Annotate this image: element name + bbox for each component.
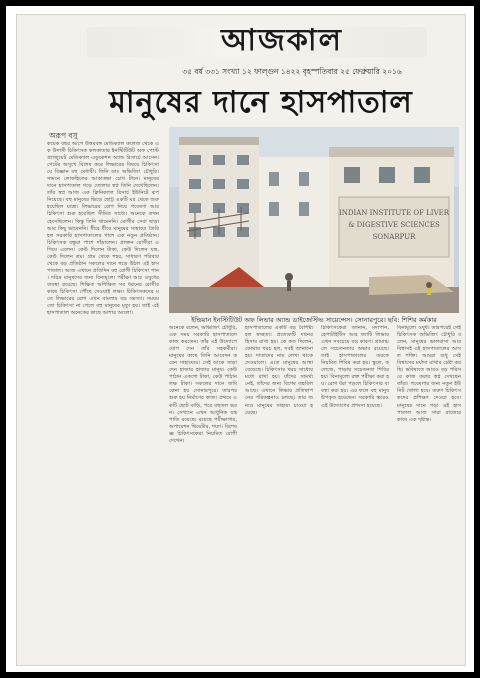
issue-line: ৩৫ বর্ষ ৩৩১ সংখ্যা ১২ ফাল্গুন ১৪২২ বৃহস্পতিবার ২৫ ফেব্রুয়ারি ২০১৬ bbox=[182, 67, 402, 76]
article-column-5: বিনামূল্যে ওষুধ। তারপরেই সেই চিকিৎসক অভিজিৎ চৌধুরি বলেন, মানুষের ভালবাসা আর বিশ্বাসই এই হাসপাতালের আসল শক্তি। আমরা শুধু সেই বিশ্বাসের মর্যাদা রাখার চেষ্টা করছি। ভবিষ্যতে আরও বড় পরিসরে কাজ করার স্বপ্ন দেখছেন তাঁরা। গবেষণার জন্য নতুন ইউনিট খোলা হবে। তরুণ চিকিৎসকদের প্রশিক্ষণ দেওয়া হবে। মানুষের দানে গড়া এই হাসপাতাল আজ সারা রাজ্যের কাছে এক দৃষ্টান্ত। bbox=[397, 325, 461, 423]
article-column-2: অনেকে বলেন, অভিজিৎ চৌধুরি, এক সময় সরকারি হাসপাতালে কাজ করতেন। তাঁর এই উদ্যোগে যোগ দেন তাঁর সহকর্মীরা। মানুষের কাছে তিনি আবেদন করেন সাহায্যের। সেই ডাকে সাড়া দেন হাজার হাজার মানুষ। কেউ পাঠান একশো টাকা, কেউ পাঠান লক্ষ টাকা। সকলের দানে জমি কেনা হয় সোনারপুরে। তারপর শুরু হয় নির্মাণের কাজ। প্রথমে একটি ছোট বাড়ি, পরে বহুতল ভবন। সেখানে এখন আধুনিক যন্ত্রপাতি রয়েছে। রয়েছে পরীক্ষাগার, অপারেশন থিয়েটার, শয্যা। বিশেষজ্ঞ চিকিৎসকেরা নিয়মিত রোগী দেখেন। bbox=[169, 325, 237, 444]
hospital-photo bbox=[169, 127, 459, 313]
building-sign-line2: & DIGESTIVE SCIENCES bbox=[348, 221, 440, 229]
article-column-3: হাসপাতালের একটি বড় বৈশিষ্ট্য হল স্বচ্ছতা। প্রত্যেকটি দানের হিসাব রাখা হয়। কে কত দিলেন, কোথায় খরচ হল, সবই জানানো হয়। দাতাদের নাম লেখা থাকে দেওয়ালে। এতে মানুষের আস্থা বেড়েছে। চিকিৎসার খরচ সাধ্যের মধ্যে রাখা হয়। যাঁদের সামর্থ্য নেই, তাঁদের জন্য বিশেষ তহবিল আছে। এখানে লিভার প্রতিস্থাপনের পরিকল্পনাও চলছে। তার জন্যও মানুষের সাহায্য চাওয়া হয়েছে। bbox=[245, 325, 313, 416]
article-column-1: কয়েক বছর আগে উত্তরবঙ্গ মেডিক্যাল কলেজ থেকে এক উদাসী চিকিৎসক কলকাতার ইনস্টিটিউট অফ পোস্ট গ্র্যাজুয়েট মেডিক্যাল এডুকেশন অ্যান্ড রিসার্চে আসেন। পেটের অসুখে বিশেষ করে লিভারের বিষয়ে চিকিৎসা যে বিজ্ঞান বহু মেধাবী। তিনি ডাঃ অভিজিৎ চৌধুরি। সামনে লোকহিতের আকাঙ্ক্ষা চোখ টানে। মানুষের দানে হাসপাতাল গড়ে তোলার স্বপ্ন তিনি দেখেছিলেন। তাঁর স্বপ্ন আজ এক ক্লিনিক্যাল রিসার্চ ইউনিটে রূপ নিয়েছে। বহু মানুষের ভিড়ে ছোট্ট একটি ঘর থেকে শুরু হয়েছিল যাত্রা। লিভারের রোগ নিয়ে গবেষণা আর চিকিৎসা শুরু হয়েছিল সীমিত সাধ্যে। অনেকে তখন হেসেছিলেন। কিন্তু তিনি থামেননি। রোগীর সেবা ছাড়া আর কিছু ভাবেননি। ধীরে ধীরে মানুষের সাহায্যে তৈরি হল সরকারি হাসপাতালের পাশে এক নতুন প্রতিষ্ঠান। চিকিৎসক বন্ধুরা পাশে দাঁড়ালেন। প্রাক্তন রোগীরা এগিয়ে এলেন। কেউ দিলেন টাকা, কেউ দিলেন যন্ত্র, কেউ দিলেন শ্রম। গ্রাম থেকে শহর, সাধারণ পরিবার থেকে বড় প্রতিষ্ঠান সকলের দানে গড়ে উঠল এই হাসপাতাল। আজ এখানে প্রতিদিন বহু রোগী চিকিৎসা পান। দরিদ্র মানুষদের জন্য বিনামূল্যে পরীক্ষা আর ওষুধের ব্যবস্থা রয়েছে। শিক্ষিত অশিক্ষিত সব ধরনের রোগীর কাছে চিকিৎসা পৌঁছে দেওয়াই লক্ষ্য। চিকিৎসকদের মতে লিভারের রোগ এখন বাংলায় বড় সমস্যা। সময়মতো চিকিৎসা না পেলে বহু মানুষের মৃত্যু হয়। তাই এই হাসপাতাল অনেকের কাছে আশার আলো। bbox=[47, 141, 159, 317]
building-sign-line1: INDIAN INSTITUTE OF LIVER bbox=[338, 209, 450, 217]
byline: অরূপ বসু bbox=[49, 131, 78, 140]
newspaper-masthead: আজকাল bbox=[221, 23, 343, 58]
article-column-4: চিকিৎসকেরা জানান, মদ্যপান, হেপাটাইটিস আর ফ্যাটি লিভার এখন সবচেয়ে বড় কারণ। গ্রামাঞ্চলে সচেতনতার অভাব রয়েছে। তাই হাসপাতালের তরফে নিয়মিত শিবির করা হয়। স্কুলে, কলেজে, পাড়ায় সচেতনতা শিবির হয়। বিনামূল্যে রক্ত পরীক্ষা করা হয়। রোগ ধরা পড়লে চিকিৎসার ব্যবস্থা করা হয়। এর ফলে বহু মানুষ উপকৃত হয়েছেন। সরকারি স্তরেও এই উদ্যোগের প্রশংসা হয়েছে। bbox=[321, 325, 389, 409]
building-sign-line3: SONARPUR bbox=[372, 233, 416, 241]
article-headline: মানুষের দানে হাসপাতাল bbox=[109, 85, 413, 120]
newspaper-clipping bbox=[16, 14, 466, 666]
hospital-building-illustration bbox=[169, 127, 459, 313]
page-frame bbox=[6, 6, 474, 672]
photo-caption: ইন্ডিয়ান ইনস্টিটিউট অফ লিভার অ্যান্ড ডাইজেস্টিভ সায়েন্সেস। সোনারপুরে। ছবি: শিশির কর্মকার bbox=[191, 316, 437, 324]
